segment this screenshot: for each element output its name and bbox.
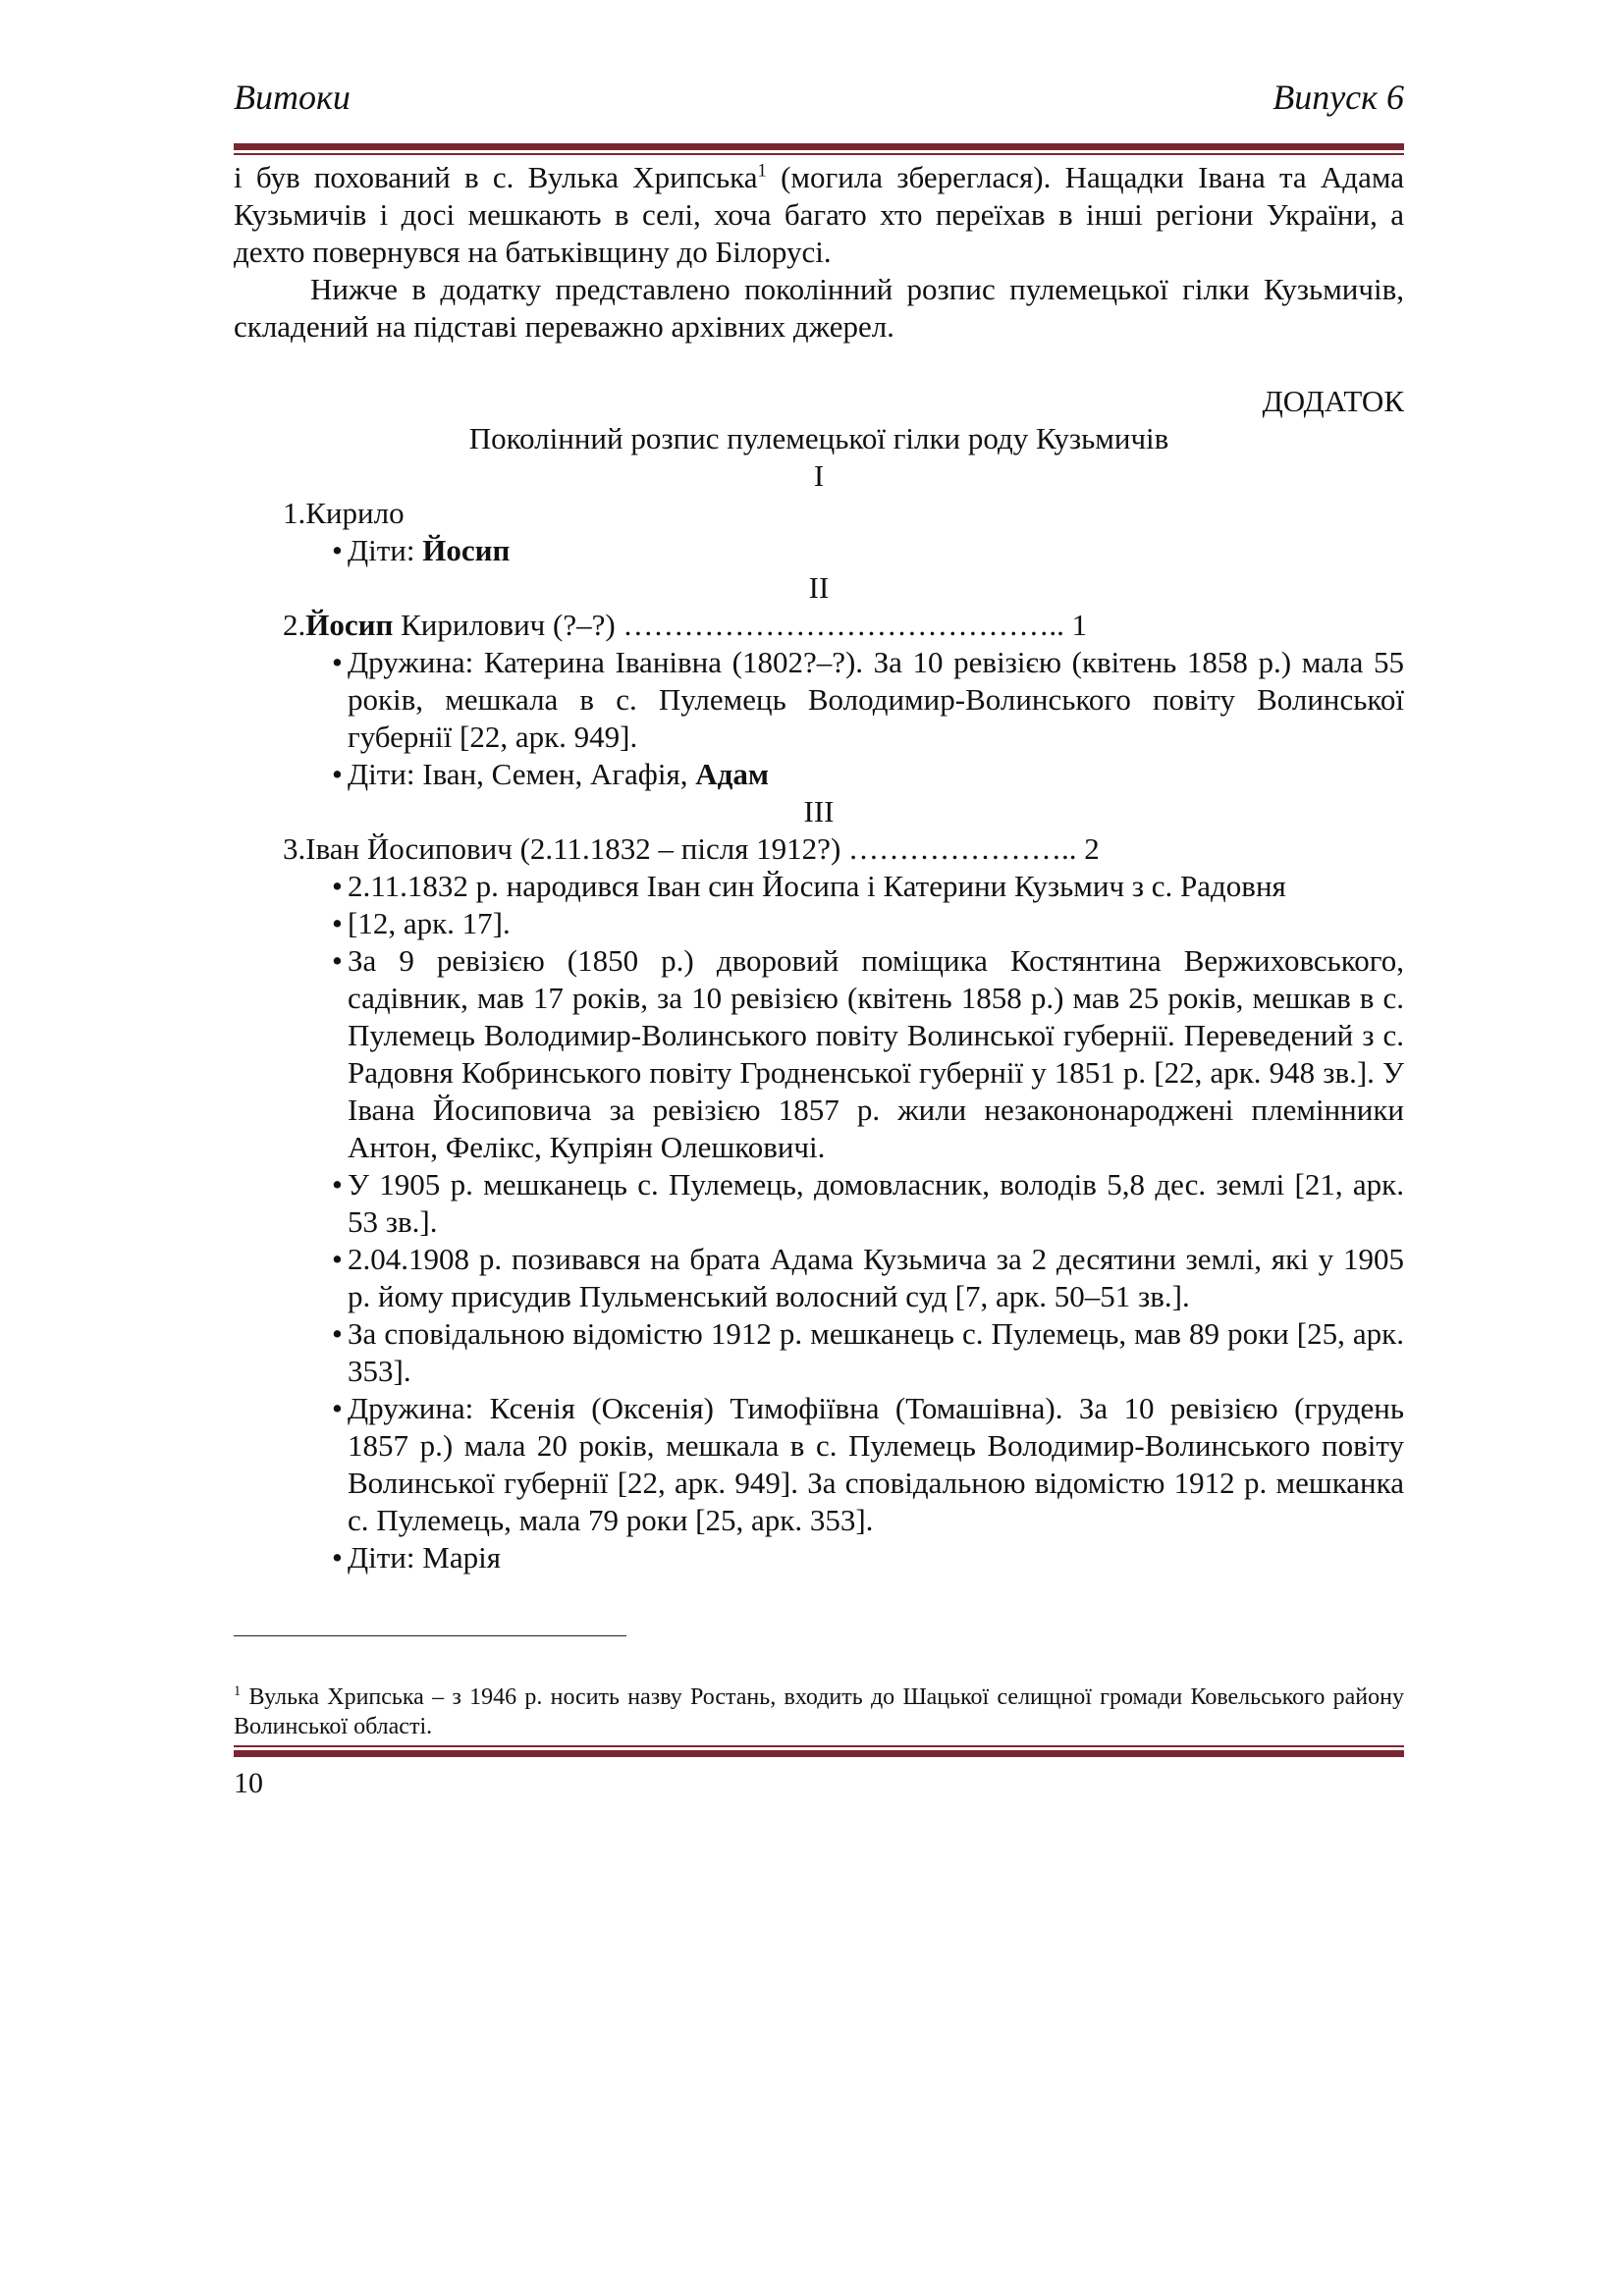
entry-3-bullet: • [12, арк. 17]. xyxy=(332,906,511,940)
page-number: 10 xyxy=(234,1767,263,1799)
footer-rule xyxy=(234,1745,1404,1757)
bullet-icon: • xyxy=(332,533,343,567)
appendix-title: Поколінний розпис пулемецької гілки роду Кузьмичів xyxy=(468,421,1169,455)
footnote: $^1$ Вулька Хрипська – з 1946 р. носить назву Ростань, входить до Шацької селищної громади Ковельського району Волинської області. xyxy=(234,1683,1404,1739)
bullet-icon: • xyxy=(332,906,343,940)
entry-3-bullet: • 2.11.1832 р. народився Іван син Йосипа і Катерини Кузьмич з с. Радовня xyxy=(332,869,1286,903)
bullet-icon: • xyxy=(332,1540,343,1575)
generation-heading-3: III xyxy=(803,794,835,828)
entry-3-bullet: • Діти: Марія xyxy=(332,1540,501,1575)
entry-2-wife: • Дружина: Катерина Іванівна (1802?–?). За 10 ревізією (квітень 1858 р.) мала 55 років, мешкала в с. Пулемець Володимир-Волинського повіту Волинської губернії [22, арк. 949]. xyxy=(332,645,1404,754)
entry-3-bullet: • За сповідальною відомістю 1912 р. мешканець с. Пулемець, мав 89 роки [25, арк. 353]. xyxy=(332,1316,1404,1388)
bullet-icon: • xyxy=(332,1167,343,1201)
entry-3-bullet: • 2.04.1908 р. позивався на брата Адама Кузьмича за 2 десятини землі, які у 1905 р. йому присудив Пульменський волосний суд [7, арк. 50–51 зв.]. xyxy=(332,1242,1404,1313)
entry-1: 1.Кирило xyxy=(283,496,405,530)
entry-3-bullet: • Дружина: Ксенія (Оксенія) Тимофіївна (Томашівна). За 10 ревізією (грудень 1857 р.) мала 20 років, мешкала в с. Пулемець Володимир-Волинського повіту Волинської губернії [22, арк. 949]. За сповідальною відомістю 1912 р. мешканка с. Пулемець, мала 79 роки [25, арк. 353]. xyxy=(332,1391,1404,1537)
paragraph-2: Нижче в додатку представлено поколінний розпис пулемецької гілки Кузьмичів, складений на підставі переважно архівних джерел. xyxy=(234,272,1404,344)
entry-2-children: • Діти: Іван, Семен, Агафія, Адам xyxy=(332,757,769,791)
entry-3: 3.Іван Йосипович (2.11.1832 – після 1912?) ………………….. 2 xyxy=(283,831,1100,866)
entry-3-bullet: • За 9 ревізією (1850 р.) дворовий поміщика Костянтина Вержиховського, садівник, мав 17 років, за 10 ревізією (квітень 1858 р.) мав 25 років, мешкав в с. Пулемець Володимир-Волинського повіту Волинської губернії. Переведений з с. Радовня Кобринського повіту Гродненської губернії у 1851 р. [22, арк. 948 зв.]. У Івана Йосиповича за ревізією 1857 р. жили незакононароджені племінники Антон, Фелікс, Купріян Олешковичі. xyxy=(332,943,1404,1164)
paragraph-1: і був похований в с. Вулька Хрипська$^1$ (могила збереглася). Нащадки Івана та Адама Кузьмичів і досі мешкають в селі, хоча багато хто переїхав в інші регіони України, а дехто повернувся на батьківщину до Білорусі. xyxy=(234,160,1404,269)
entry-3-bullet: • У 1905 р. мешканець с. Пулемець, домовласник, володів 5,8 дес. землі [21, арк. 53 зв.]. xyxy=(332,1167,1404,1239)
bullet-icon: • xyxy=(332,869,343,903)
running-header-right: Випуск 6 xyxy=(1272,78,1404,117)
body-text xyxy=(234,159,1404,1576)
entry-1-children: • Діти: Йосип xyxy=(332,533,511,567)
header-rule xyxy=(234,143,1404,155)
running-header-left: Витоки xyxy=(234,78,351,117)
bullet-icon: • xyxy=(332,1242,343,1276)
generation-heading-1: I xyxy=(813,458,825,493)
generation-heading-2: II xyxy=(808,570,830,605)
appendix-label: ДОДАТОК xyxy=(1262,384,1404,418)
bullet-icon: • xyxy=(332,757,343,791)
footnote-ref: 1 xyxy=(757,160,767,182)
bullet-icon: • xyxy=(332,943,343,978)
bullet-icon: • xyxy=(332,1391,343,1425)
footnote-separator xyxy=(234,1635,626,1636)
bullet-icon: • xyxy=(332,1316,343,1351)
entry-2: 2.Йосип Кирилович (?–?) …………………………………….. 1 xyxy=(283,608,1088,642)
bullet-icon: • xyxy=(332,645,343,679)
